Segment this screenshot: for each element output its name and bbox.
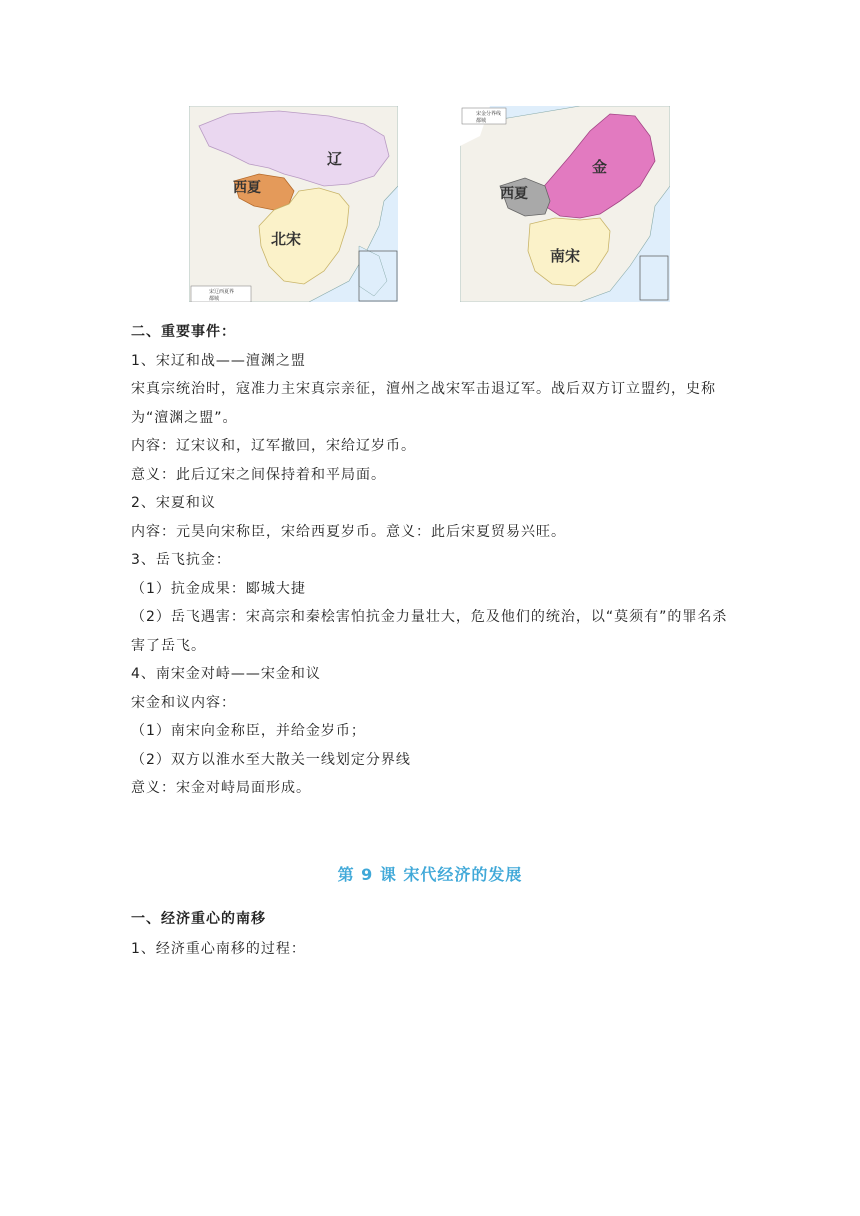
paragraph: （1）南宋向金称臣，并给金岁币； (131, 723, 366, 739)
paragraph: （1）抗金成果：郾城大捷 (131, 580, 306, 597)
map-southern-song (460, 106, 670, 302)
nansong-label: 南宋 (550, 247, 581, 265)
legend-left-1: 宋辽西夏界 (209, 289, 235, 295)
lesson-title: 第 9 课 宋代经济的发展 (337, 865, 523, 884)
paragraph: 内容：辽宋议和，辽军撤回，宋给辽岁币。 (131, 438, 416, 454)
liao-label: 辽 (327, 150, 343, 168)
event-title-2: 2、宋夏和议 (131, 495, 216, 511)
xixia-label-right: 西夏 (500, 186, 528, 202)
paragraph: 1、经济重心南移的过程： (131, 941, 306, 957)
map-figures (0, 106, 860, 306)
paragraph: 宋真宗统治时，寇准力主宋真宗亲征，澶州之战宋军击退辽军。战后双方订立盟约，史称为“澶渊之盟”。 (131, 381, 716, 426)
beisong-label: 北宋 (271, 230, 302, 248)
paragraph: 意义：此后辽宋之间保持着和平局面。 (131, 466, 386, 483)
section-important-events (131, 318, 731, 803)
paragraph: 内容：元昊向宋称臣，宋给西夏岁币。意义：此后宋夏贸易兴旺。 (131, 523, 566, 540)
paragraph: （2）双方以淮水至大散关一线划定分界线 (131, 751, 411, 768)
xixia-label-left: 西夏 (233, 180, 261, 196)
event-title-1: 1、宋辽和战——澶渊之盟 (131, 352, 306, 369)
section-heading: 一、经济重心的南移 (131, 911, 266, 927)
map-southern-song-svg (460, 106, 670, 302)
legend-right-1: 宋金分界线 (476, 111, 502, 117)
legend-left-2: 都城 (209, 296, 220, 302)
event-title-3: 3、岳飞抗金： (131, 552, 231, 568)
map-northern-song (189, 106, 398, 302)
section-economic-shift (131, 904, 731, 964)
event-title-4: 4、南宋金对峙——宋金和议 (131, 666, 321, 682)
map-northern-song-svg (189, 106, 398, 302)
paragraph: （2）岳飞遇害：宋高宗和秦桧害怕抗金力量壮大，危及他们的统治，以“莫须有”的罪名杀害了岳飞。 (131, 609, 728, 654)
paragraph: 意义：宋金对峙局面形成。 (131, 780, 311, 796)
section-heading: 二、重要事件： (131, 324, 236, 340)
paragraph: 宋金和议内容： (131, 694, 236, 711)
jin-label: 金 (592, 158, 608, 176)
legend-right-2: 都城 (476, 118, 487, 124)
